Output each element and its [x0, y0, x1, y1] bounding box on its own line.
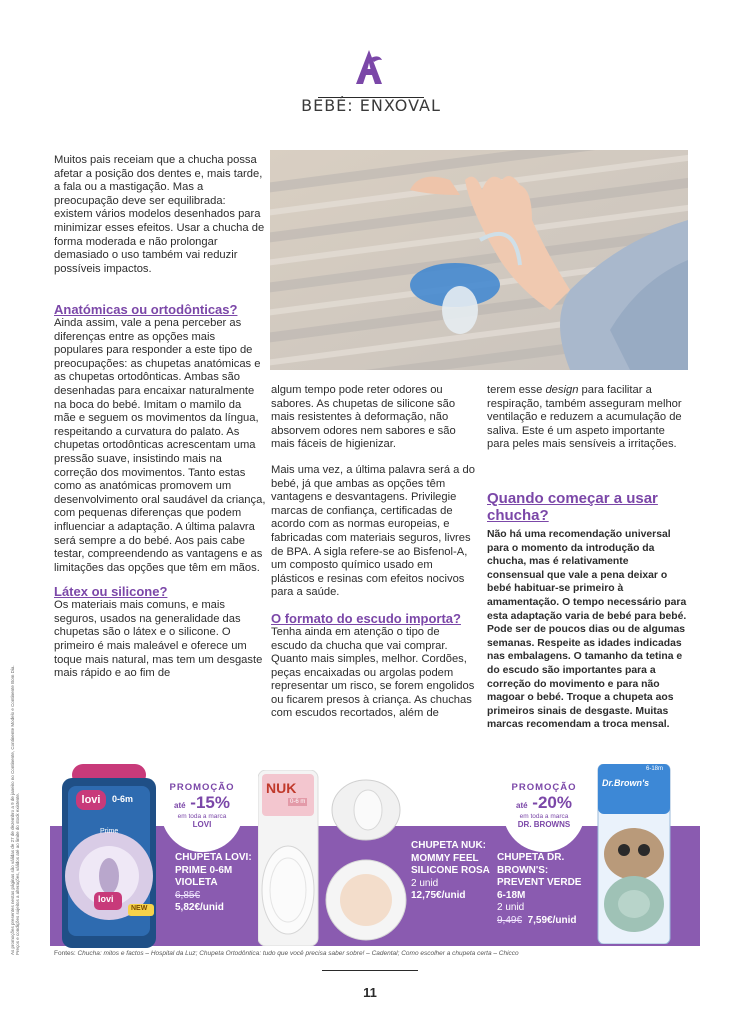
paragraph-latex: Os materiais mais comuns, e mais seguros, usados na generalidade das chupetas são o látex e o silicone. O primeiro é mais maleável e oferece um toque mais natural, mas tem um desgaste mais rápido e ao fim de: [54, 599, 263, 680]
page-number: 11: [363, 985, 377, 1000]
paragraph-quando: Não há uma recomendação universal para o momento da introdução da chucha, mas é relativamente consensual que vale a pena deixar o bebé habituar-se primeiro à amamentação. O tempo necessário para esta adaptação varia de bebé para bebé. Pode ser de poucos dias ou de algumas semanas. Respeite as idades indicadas nas embalagens. O tamanho da tetina e do escudo são importantes para a correção do movimento e para não magoar o bebé. Troque a chupeta aos primeiros sinais de desgaste. Muitas marcas recomendam a troca mensal.: [487, 528, 687, 731]
side-legal-note: As promoções presentes nestas páginas são válidas de 27 de dezembro a 9 de janeiro no Continente, Continente Modelo e Continente Bom Dia. Preços e condições sujeitos a alterações, válidos até ao limite do stock existente.: [10, 665, 20, 955]
product-nuk-price: 12,75€/unid: [411, 890, 466, 901]
drbrowns-age: 6-18m: [646, 766, 664, 772]
promo1-small: em toda a marca: [177, 813, 227, 820]
lovi-pack-icon: [54, 764, 164, 948]
lovi-logo: lovi: [76, 790, 106, 810]
product-nuk: [411, 840, 501, 903]
paragraph-design: [487, 384, 687, 452]
promo1-discount: -15%: [190, 793, 230, 812]
promo-badge-lovi: [161, 770, 243, 852]
product-drbrowns-old-price: 9,49€: [497, 914, 523, 926]
product-lovi: [175, 852, 263, 915]
footer-prefix: Fontes:: [54, 950, 78, 957]
promo2-brand: DR. BROWNS: [517, 820, 571, 829]
promo1-ate: até: [174, 801, 186, 810]
lovi-logo-small: lovi: [98, 894, 114, 904]
design-text-em: design: [545, 384, 579, 396]
drbrowns-pack-icon: [594, 764, 674, 944]
product-drbrowns: [497, 852, 593, 927]
heading-escudo: O formato do escudo importa?: [271, 610, 461, 626]
product-nuk-name: CHUPETA NUK: MOMMY FEEL SILICONE ROSA: [411, 840, 490, 876]
promo-badge-drbrowns: [503, 770, 585, 852]
drbrowns-logo: Dr.Brown's: [602, 778, 650, 788]
promo1-brand: LOVI: [192, 820, 212, 829]
product-drbrowns-name: CHUPETA DR. BROWN'S: PREVENT VERDE 6-18M: [497, 852, 582, 901]
footer-sources-text: Chucha: mitos e factos – Hospital da Luz; Chupeta Ortodôntica: tudo que você precisa saber sobre! – Cadental; Como escolher a chupeta certa – Chicco: [77, 950, 519, 957]
lovi-age: 0-6m: [112, 794, 134, 804]
drbrowns-product-pack: [594, 764, 674, 944]
nuk-product-pack: [258, 770, 408, 946]
heading-anatomicas: Anatómicas ou ortodônticas?: [54, 302, 238, 317]
footer-sources: [54, 950, 519, 957]
promo1-label: PROMOÇÃO: [169, 782, 235, 793]
promo2-ate: até: [516, 801, 528, 810]
baby-hand-pacifier-photo: [270, 150, 688, 370]
heading-quando: Quando começar a usar chucha?: [487, 489, 658, 524]
lovi-product-pack: [54, 764, 164, 948]
product-drbrowns-qty: 2 unid: [497, 902, 525, 913]
section-title: BEBÉ: ENXOVAL: [301, 96, 441, 115]
design-text-a: terem esse: [487, 384, 546, 396]
design-text-b: para facilitar a respiração, também asseguram melhor ventilação e reduzem a acumulação de saliva. Este é um aspeto importante para peles mais sensíveis a irritações.: [487, 384, 682, 451]
product-lovi-old-price: 6,85€: [175, 889, 201, 901]
product-drbrowns-price: 7,59€/unid: [527, 914, 577, 926]
product-nuk-qty: 2 unid: [411, 877, 439, 889]
nuk-pack-icon: [258, 770, 408, 946]
lovi-new: NEW: [131, 905, 148, 912]
paragraph-escudo: Tenha ainda em atenção o tipo de escudo da chucha que vai comprar. Quanto mais simples, melhor. Cordões, peças encaixadas ou argolas podem representar um risco, se forem engolidos ou ficarem presos à criança. As chuchas com escudos recortados, além de: [271, 625, 475, 720]
footer-rule: [322, 970, 418, 971]
paragraph-marcas: Mais uma vez, a última palavra será a do bebé, já que ambas as opções têm vantagens e desvantagens. Privilegie marcas de confiança, certificadas de acordo com as normas europeias, e fabricadas com materiais seguros, livres de BPA. A sigla refere-se ao Bisfenol-A, um composto químico usado em plásticos e resinas com efeitos nocivos para a saúde.: [271, 463, 475, 599]
nuk-age: 0-6 m: [290, 799, 306, 805]
promo2-label: PROMOÇÃO: [511, 782, 577, 793]
paragraph-silicone: algum tempo pode reter odores ou sabores. As chupetas de silicone são mais resistentes à deformação, não absorvem odores nem sabores e são mais fáceis de higienizar.: [271, 384, 456, 451]
intro-paragraph: Muitos pais receiam que a chucha possa afetar a posição dos dentes e, mais tarde, a fala ou a mastigação. Mas a preocupação deve ser equilibrada: existem vários modelos desenhados para minimizar esses efeitos. Usar a chucha de forma moderada e não prolongar demasiado o uso também vai reduzir possíveis impactos.: [54, 154, 265, 275]
brand-logo-icon: [352, 48, 386, 86]
product-lovi-name: CHUPETA LOVI: PRIME 0-6M VIOLETA: [175, 852, 252, 888]
product-lovi-price: 5,82€/unid: [175, 902, 224, 913]
promo2-discount: -20%: [532, 793, 572, 812]
heading-latex: Látex ou silicone?: [54, 584, 168, 600]
lovi-line: Prime: [100, 828, 119, 835]
promo2-small: em toda a marca: [519, 813, 569, 820]
nuk-logo: NUK: [266, 780, 297, 796]
paragraph-anatomicas: Ainda assim, vale a pena perceber as diferenças entre as opções mais populares para responder a este tipo de preocupações: as chupetas anatómicas e as chupetas ortodônticas. Ambas são desenhadas para encaixar naturalmente na boca do bebé. Imitam o mamilo da mãe e seguem os movimentos da língua, respeitando a curvatura do palato. As chupetas ortodônticas acrescentam uma pressão suave, insistindo mais na correção dos movimentos. Tanto estas como as anatómicas promovem um desenvolvimento oral saudável da criança, com pequenas diferenças que podem influenciar a adaptação. A última palavra será sempre a do bebé. Aos pais cabe testar, compreendendo as vantagens e as limitações das opções que têm em mãos.: [54, 317, 266, 574]
